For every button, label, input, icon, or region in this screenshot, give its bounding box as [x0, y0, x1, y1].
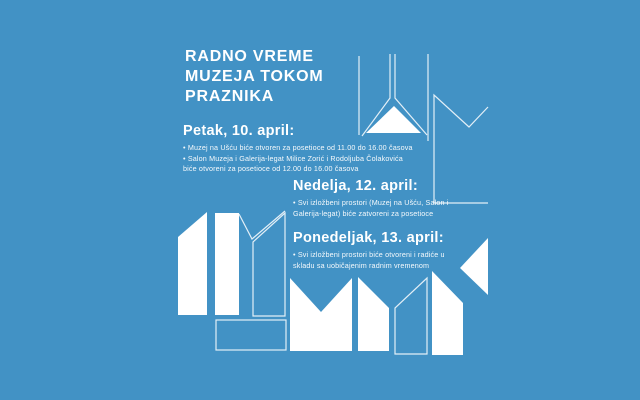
section-ponedeljak-heading: Ponedeljak, 13. april:: [293, 230, 444, 246]
section-ponedeljak: [293, 230, 445, 271]
v-notch-line: [239, 211, 285, 239]
slanted-bar: [178, 212, 207, 315]
outlined-bar: [253, 213, 285, 316]
section-petak-heading: Petak, 10. april:: [183, 123, 295, 139]
section-nedelja-line-1: • Svi izložbeni prostori (Muzej na Ušću, Salon i: [293, 198, 449, 207]
outlined-rectangle: [216, 320, 286, 350]
pennant-bar-2: [432, 271, 463, 355]
notched-block: [290, 278, 352, 351]
section-ponedeljak-line-2: skladu sa uobičajenim radnim vremenom: [293, 260, 430, 270]
left-arrow-triangle: [460, 238, 488, 295]
section-petak-line-1: • Muzej na Ušću biće otvoren za posetioce od 11.00 do 16.00 časova: [183, 143, 413, 152]
left-monogram-decoration: [178, 211, 286, 350]
pennant-bar: [358, 277, 389, 351]
poster-title: [185, 47, 324, 107]
section-nedelja-line-2: Galerija-legat) biće zatvoreni za posetioce: [293, 208, 434, 218]
section-nedelja: [293, 178, 449, 219]
section-petak-line-2: • Salon Muzeja i Galerija-legat Milice Zorić i Rodoljuba Čolakovića: [183, 153, 403, 163]
title-line-2: MUZEJA TOKOM: [185, 68, 324, 85]
title-line-1: RADNO VREME: [185, 48, 314, 65]
section-ponedeljak-line-1: • Svi izložbeni prostori biće otvoreni i radiće u: [293, 250, 445, 259]
solid-bar: [215, 213, 239, 315]
title-line-3: PRAZNIKA: [185, 88, 275, 105]
outlined-pentagon: [395, 278, 427, 354]
section-petak-line-3: biće otvoreni za posetioce od 12.00 do 16.00 časova: [183, 164, 359, 173]
section-nedelja-heading: Nedelja, 12. april:: [293, 178, 418, 194]
section-petak: [183, 123, 413, 175]
